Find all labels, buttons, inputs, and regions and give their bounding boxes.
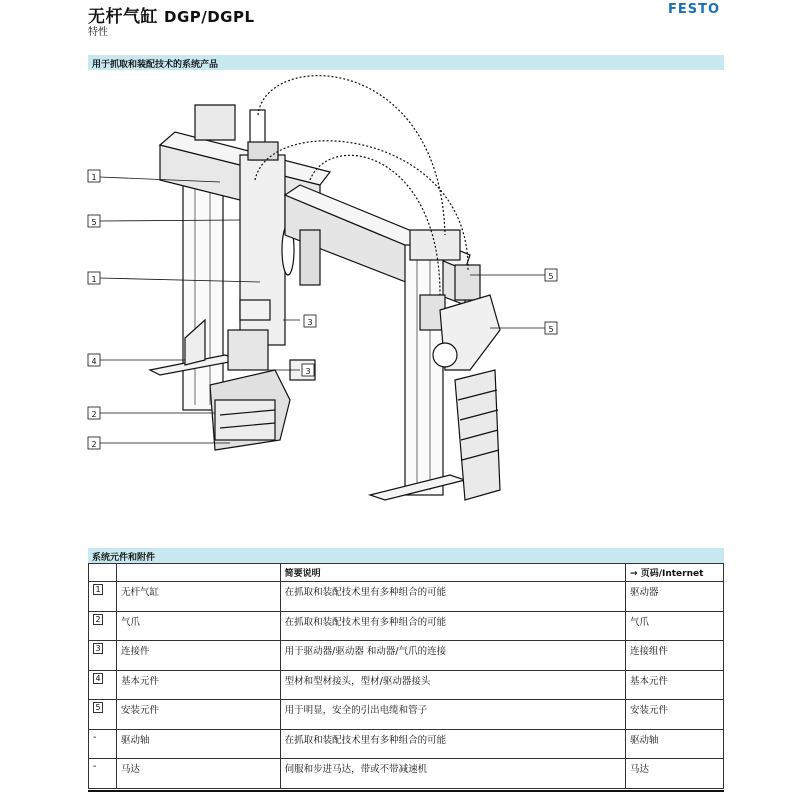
callout-label: 5 <box>548 272 554 281</box>
table-row <box>89 670 724 700</box>
table-header-cell <box>116 564 280 582</box>
item-description: 在抓取和装配技术里有多种组合的可能 <box>280 729 625 759</box>
item-description: 在抓取和装配技术里有多种组合的可能 <box>280 611 625 641</box>
item-description: 型材和型材接头，型材/驱动器接头 <box>280 670 625 700</box>
item-number: 3 <box>93 643 103 654</box>
item-number: 2 <box>93 614 103 625</box>
table-header-description: 简要说明 <box>280 564 625 582</box>
item-number: 5 <box>93 702 103 713</box>
callout-label: 1 <box>91 173 97 182</box>
system-diagram <box>0 70 800 545</box>
item-description: 用于驱动器/驱动器 和动器/气爪的连接 <box>280 641 625 671</box>
item-name: 连接件 <box>116 641 280 671</box>
callout-label: 3 <box>307 318 313 327</box>
page-subtitle: 特性 <box>88 27 108 38</box>
callout-label: 3 <box>305 367 311 376</box>
item-page-ref[interactable]: 基本元件 <box>626 670 724 700</box>
item-description: 伺服和步进马达，带或不带减速机 <box>280 759 625 789</box>
table-header-page-ref: → 页码/Internet <box>626 564 724 582</box>
item-page-ref[interactable]: 安装元件 <box>626 700 724 730</box>
callout-label: 5 <box>548 325 554 334</box>
table-row <box>89 641 724 671</box>
item-name: 气爪 <box>116 611 280 641</box>
table-row <box>89 759 724 789</box>
item-name: 安装元件 <box>116 700 280 730</box>
table-header-cell <box>89 564 117 582</box>
table-header-row <box>89 564 724 582</box>
festo-logo: FESTO <box>668 2 721 17</box>
item-page-ref[interactable]: 马达 <box>626 759 724 789</box>
item-page-ref[interactable]: 驱动轴 <box>626 729 724 759</box>
right-column-profile <box>405 245 443 495</box>
item-number: 4 <box>93 673 103 684</box>
table-row <box>89 611 724 641</box>
item-description: 在抓取和装配技术里有多种组合的可能 <box>280 582 625 612</box>
page-title <box>88 2 255 27</box>
item-number-dash: - <box>89 729 117 759</box>
item-number: 1 <box>93 584 103 595</box>
item-page-ref[interactable]: 连接组件 <box>626 641 724 671</box>
callout-label: 4 <box>91 357 97 366</box>
section-band-system-products: 用于抓取和装配技术的系统产品 <box>88 55 724 70</box>
section-band-components: 系统元件和附件 <box>88 548 724 563</box>
item-number-dash: - <box>89 759 117 789</box>
item-name: 马达 <box>116 759 280 789</box>
item-page-ref[interactable]: 气爪 <box>626 611 724 641</box>
item-name: 基本元件 <box>116 670 280 700</box>
table-row <box>89 582 724 612</box>
item-description: 用于明显，安全的引出电缆和管子 <box>280 700 625 730</box>
title-model: DGP/DGPL <box>164 8 255 26</box>
callout-label: 2 <box>91 410 97 419</box>
item-name: 驱动轴 <box>116 729 280 759</box>
callout-label: 5 <box>91 218 97 227</box>
callout-label: 2 <box>91 440 97 449</box>
table-row <box>89 729 724 759</box>
item-name: 无杆气缸 <box>116 582 280 612</box>
table-bottom-rule <box>88 790 724 792</box>
item-page-ref[interactable]: 驱动器 <box>626 582 724 612</box>
callout-label: 1 <box>91 275 97 284</box>
table-row <box>89 700 724 730</box>
left-column-profile <box>183 180 223 410</box>
components-table <box>88 563 724 789</box>
title-text: 无杆气缸 <box>88 7 158 27</box>
